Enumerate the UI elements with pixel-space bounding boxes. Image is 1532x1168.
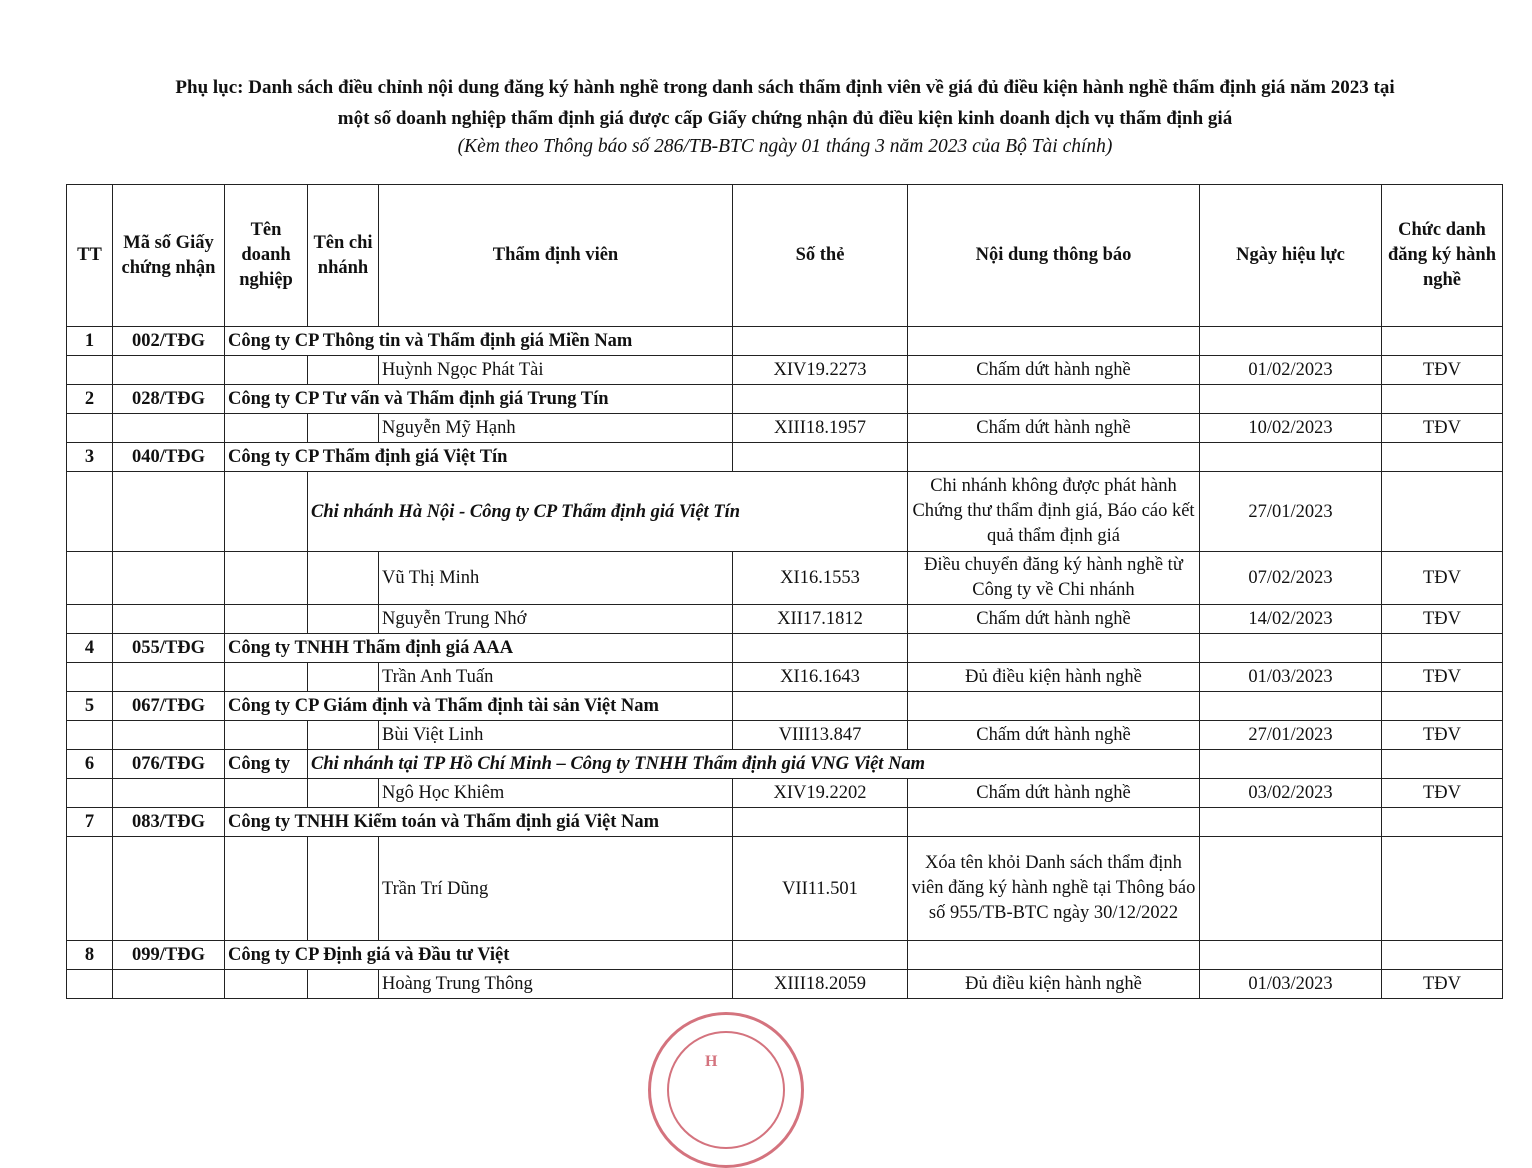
- branch-name-cell: Chi nhánh Hà Nội - Công ty CP Thẩm định giá Việt Tín: [308, 472, 908, 552]
- code-cell: 055/TĐG: [113, 634, 225, 663]
- effective-date: 14/02/2023: [1200, 605, 1382, 634]
- appraiser-row: [67, 414, 1503, 443]
- tt-cell: 6: [67, 750, 113, 779]
- tt-cell: 5: [67, 692, 113, 721]
- header-company-name: Tên doanh nghiệp: [225, 185, 308, 327]
- appraiser-row: [67, 837, 1503, 941]
- card-number: XIV19.2273: [733, 356, 908, 385]
- header-tt: TT: [67, 185, 113, 327]
- card-number: XI16.1553: [733, 552, 908, 605]
- header-notice-content: Nội dung thông báo: [908, 185, 1200, 327]
- appraiser-row: [67, 605, 1503, 634]
- role: TĐV: [1382, 414, 1503, 443]
- effective-date: 01/02/2023: [1200, 356, 1382, 385]
- tt-cell: 1: [67, 327, 113, 356]
- appraiser-name: Trần Trí Dũng: [379, 837, 733, 941]
- card-number: VII11.501: [733, 837, 908, 941]
- company-row: [67, 808, 1503, 837]
- document-subtitle: (Kèm theo Thông báo số 286/TB-BTC ngày 01 tháng 3 năm 2023 của Bộ Tài chính): [457, 136, 1113, 157]
- effective-date: 27/01/2023: [1200, 721, 1382, 750]
- company-name-cell: Công ty CP Tư vấn và Thẩm định giá Trung Tín: [225, 385, 733, 414]
- company-name-cell: Công ty TNHH Kiểm toán và Thẩm định giá Việt Nam: [225, 808, 733, 837]
- notice-content: Đủ điều kiện hành nghề: [908, 663, 1200, 692]
- card-number: XI16.1643: [733, 663, 908, 692]
- card-number: XIII18.2059: [733, 970, 908, 999]
- company-row: [67, 443, 1503, 472]
- appraiser-row: [67, 356, 1503, 385]
- notice-content: Xóa tên khỏi Danh sách thẩm định viên đăng ký hành nghề tại Thông báo số 955/TB-BTC ngày 30/12/2022: [908, 837, 1200, 941]
- code-cell: 067/TĐG: [113, 692, 225, 721]
- header-appraiser: Thẩm định viên: [379, 185, 733, 327]
- branch-row: [67, 472, 1503, 552]
- effective-date: [1200, 837, 1382, 941]
- notice-content: Điều chuyển đăng ký hành nghề từ Công ty về Chi nhánh: [908, 552, 1200, 605]
- code-cell: 002/TĐG: [113, 327, 225, 356]
- notice-content: Chi nhánh không được phát hành Chứng thư thẩm định giá, Báo cáo kết quả thẩm định giá: [908, 472, 1200, 552]
- tt-cell: 3: [67, 443, 113, 472]
- header-effective-date: Ngày hiệu lực: [1200, 185, 1382, 327]
- effective-date: 10/02/2023: [1200, 414, 1382, 443]
- role: TĐV: [1382, 552, 1503, 605]
- tt-cell: 4: [67, 634, 113, 663]
- company-row: [67, 941, 1503, 970]
- effective-date: 01/03/2023: [1200, 970, 1382, 999]
- header-card-number: Số thẻ: [733, 185, 908, 327]
- code-cell: 040/TĐG: [113, 443, 225, 472]
- company-name-cell: Công ty CP Thông tin và Thẩm định giá Miền Nam: [225, 327, 733, 356]
- title-line-1: Phụ lục: Danh sách điều chỉnh nội dung đăng ký hành nghề trong danh sách thẩm định viên về giá đủ điều kiện hành nghề thẩm định giá năm 2023 tại: [175, 77, 1395, 98]
- card-number: XIII18.1957: [733, 414, 908, 443]
- code-cell: 076/TĐG: [113, 750, 225, 779]
- appraiser-row: [67, 663, 1503, 692]
- effective-date: 07/02/2023: [1200, 552, 1382, 605]
- appraiser-row: [67, 970, 1503, 999]
- appraiser-row: [67, 721, 1503, 750]
- company-row: [67, 327, 1503, 356]
- tt-cell: 8: [67, 941, 113, 970]
- effective-date: 27/01/2023: [1200, 472, 1382, 552]
- document-title: [40, 72, 1530, 134]
- tt-cell: 7: [67, 808, 113, 837]
- company-name-cell: Công ty CP Thẩm định giá Việt Tín: [225, 443, 733, 472]
- company-name-cell: Công ty TNHH Thẩm định giá AAA: [225, 634, 733, 663]
- appendix-table: [66, 184, 1503, 999]
- tt-cell: 2: [67, 385, 113, 414]
- effective-date: 01/03/2023: [1200, 663, 1382, 692]
- appraiser-name: Hoàng Trung Thông: [379, 970, 733, 999]
- role: TĐV: [1382, 663, 1503, 692]
- role: TĐV: [1382, 970, 1503, 999]
- company-row: [67, 750, 1503, 779]
- company-row: [67, 634, 1503, 663]
- header-certificate-code: Mã số Giấy chứng nhận: [113, 185, 225, 327]
- appraiser-name: Nguyễn Trung Nhớ: [379, 605, 733, 634]
- appraiser-name: Huỳnh Ngọc Phát Tài: [379, 356, 733, 385]
- notice-content: Đủ điều kiện hành nghề: [908, 970, 1200, 999]
- branch-name-cell: Chi nhánh tại TP Hồ Chí Minh – Công ty TNHH Thẩm định giá VNG Việt Nam: [308, 750, 1200, 779]
- header-branch-name: Tên chi nhánh: [308, 185, 379, 327]
- role: TĐV: [1382, 779, 1503, 808]
- appraiser-name: Trần Anh Tuấn: [379, 663, 733, 692]
- header-row: [67, 185, 1503, 327]
- card-number: VIII13.847: [733, 721, 908, 750]
- company-name-cell: Công ty CP Định giá và Đầu tư Việt: [225, 941, 733, 970]
- appraiser-row: [67, 552, 1503, 605]
- code-cell: 099/TĐG: [113, 941, 225, 970]
- appraiser-row: [67, 779, 1503, 808]
- appraiser-name: Bùi Việt Linh: [379, 721, 733, 750]
- company-name-cell: Công ty CP Giám định và Thẩm định tài sản Việt Nam: [225, 692, 733, 721]
- role: TĐV: [1382, 605, 1503, 634]
- company-row: [67, 692, 1503, 721]
- appraiser-name: Vũ Thị Minh: [379, 552, 733, 605]
- notice-content: Chấm dứt hành nghề: [908, 779, 1200, 808]
- title-line-2: một số doanh nghiệp thẩm định giá được cấp Giấy chứng nhận đủ điều kiện kinh doanh dịch vụ thẩm định giá: [337, 108, 1233, 129]
- role: TĐV: [1382, 356, 1503, 385]
- official-seal: [648, 1012, 804, 1168]
- appraiser-name: Ngô Học Khiêm: [379, 779, 733, 808]
- notice-content: Chấm dứt hành nghề: [908, 356, 1200, 385]
- company-row: [67, 385, 1503, 414]
- effective-date: 03/02/2023: [1200, 779, 1382, 808]
- notice-content: Chấm dứt hành nghề: [908, 721, 1200, 750]
- role: TĐV: [1382, 721, 1503, 750]
- code-cell: 028/TĐG: [113, 385, 225, 414]
- appraiser-name: Nguyễn Mỹ Hạnh: [379, 414, 733, 443]
- card-number: XIV19.2202: [733, 779, 908, 808]
- notice-content: Chấm dứt hành nghề: [908, 605, 1200, 634]
- company-name-cell: Công ty: [225, 750, 308, 779]
- card-number: XII17.1812: [733, 605, 908, 634]
- seal-text: H: [705, 1053, 718, 1070]
- header-title: Chức danh đăng ký hành nghề: [1382, 185, 1503, 327]
- code-cell: 083/TĐG: [113, 808, 225, 837]
- notice-content: Chấm dứt hành nghề: [908, 414, 1200, 443]
- role: [1382, 837, 1503, 941]
